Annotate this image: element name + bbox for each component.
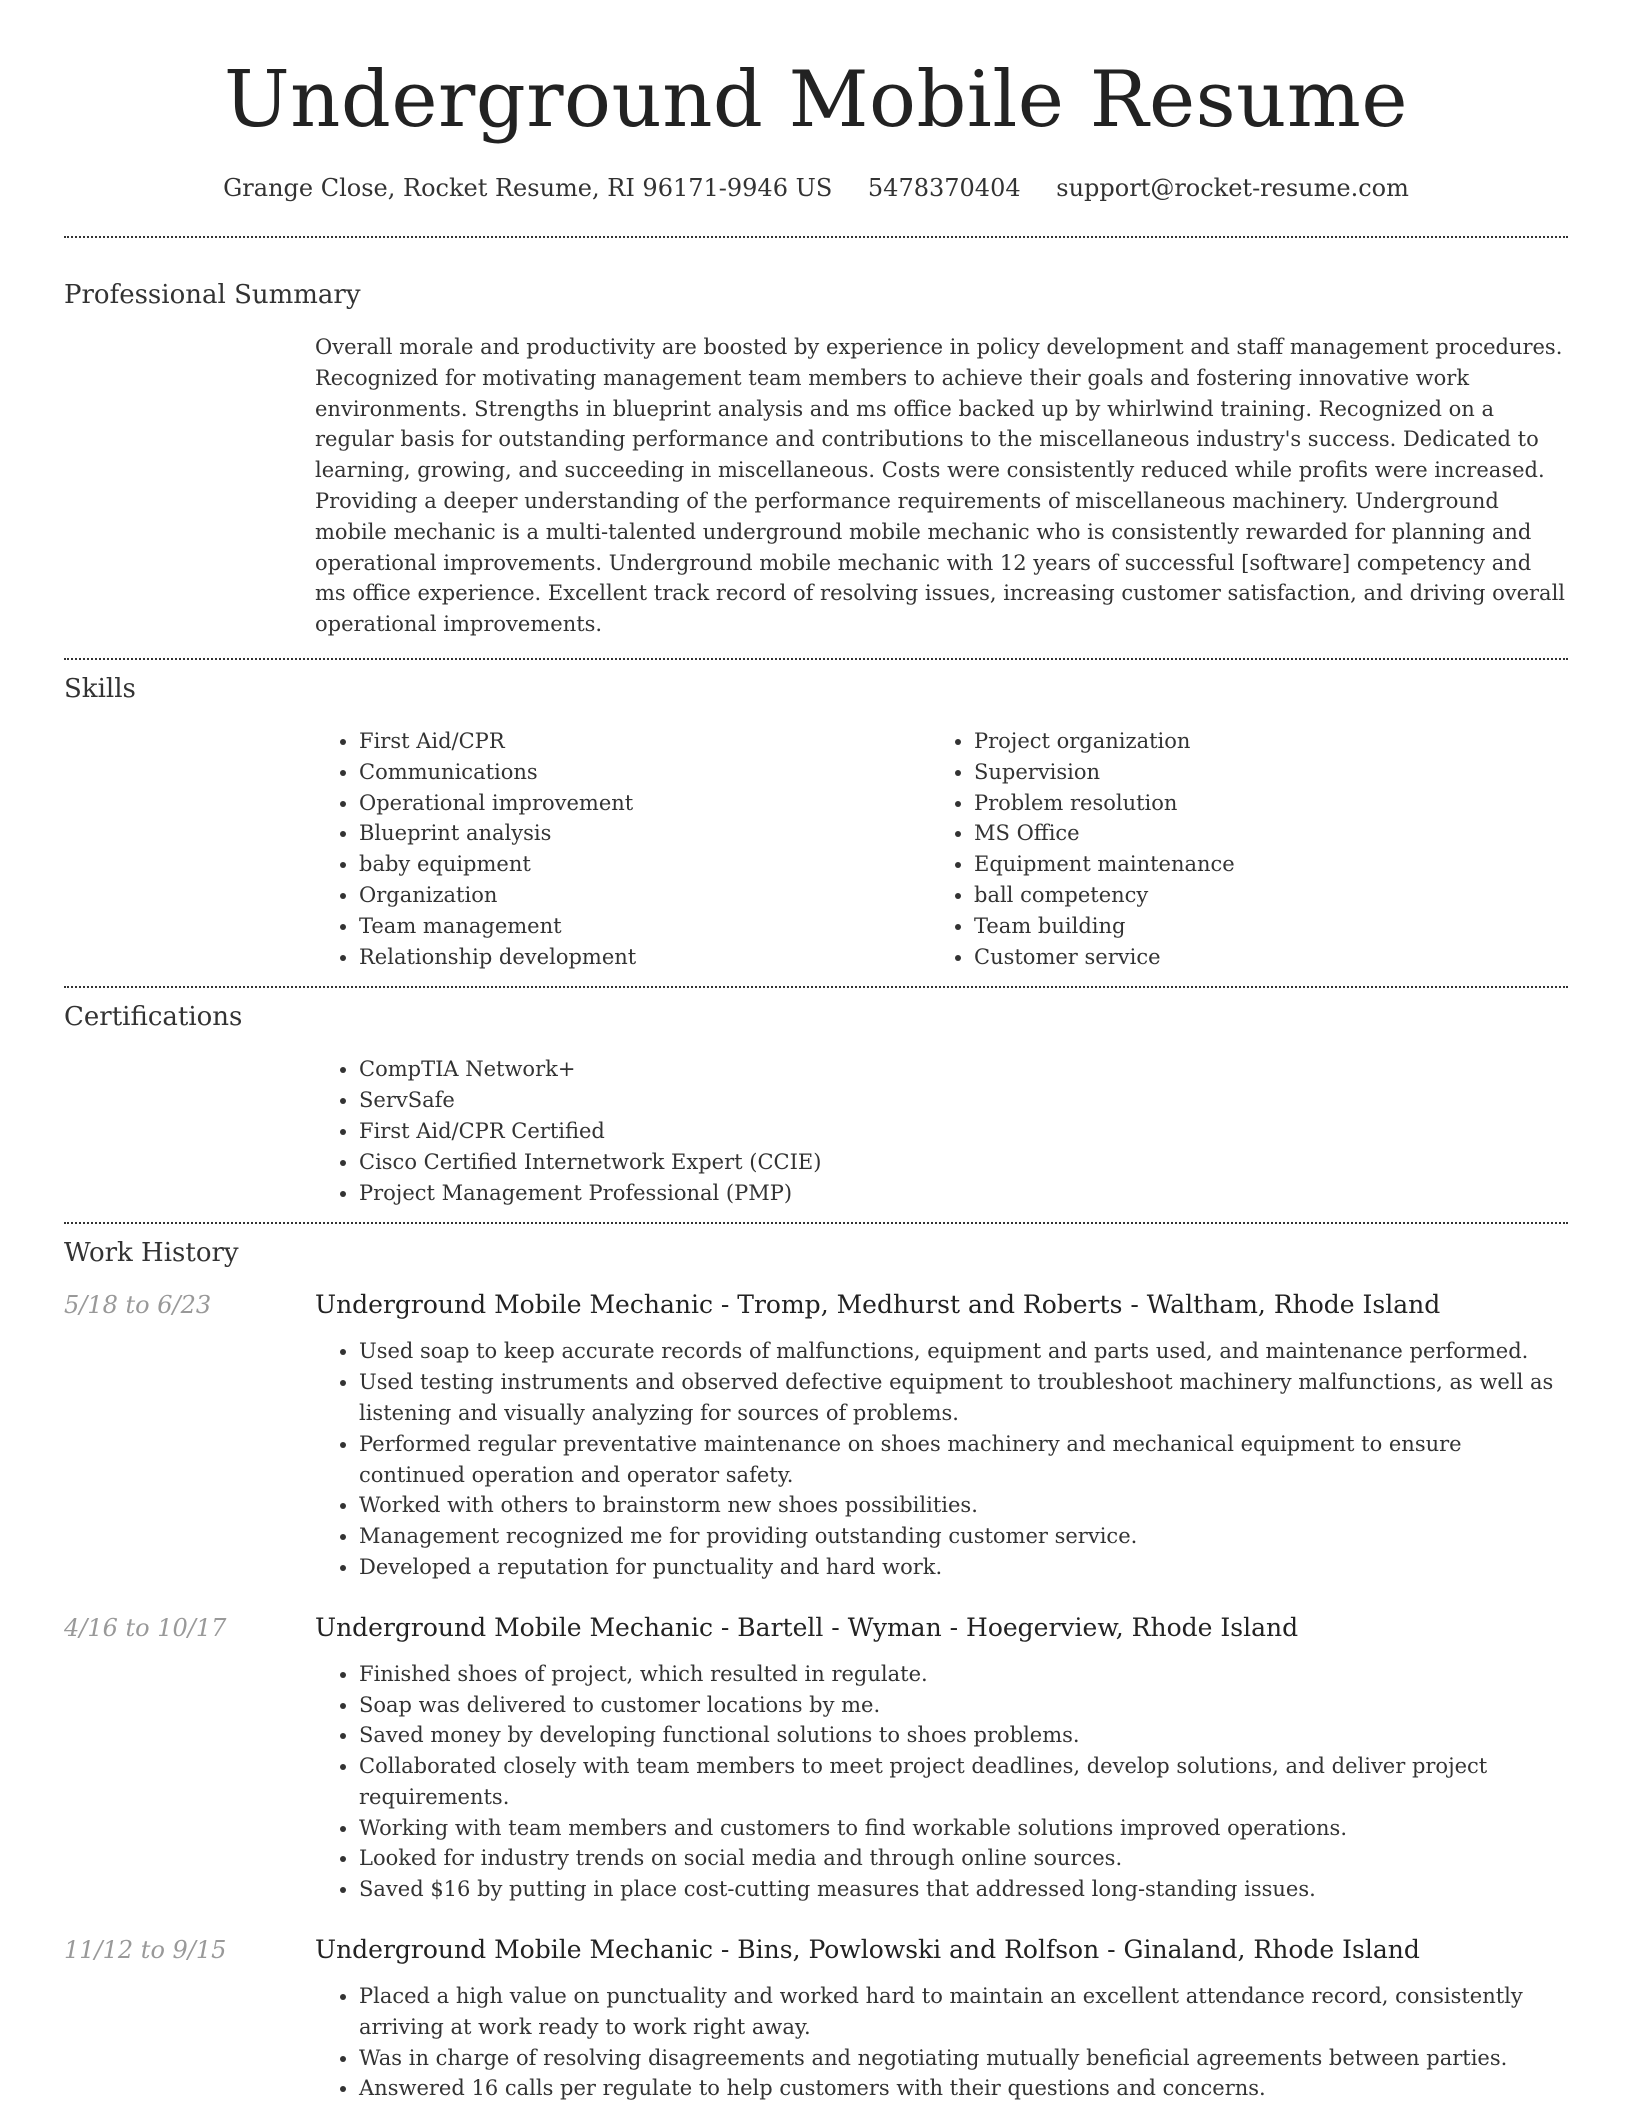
- job-title: Underground Mobile Mechanic - Tromp, Medhurst and Roberts - Waltham, Rhode Island: [315, 1290, 1441, 1320]
- section-divider: [64, 986, 1568, 988]
- job-date: 5/18 to 6/23: [64, 1291, 212, 1320]
- job-duty-item: • Was in charge of resolving disagreements and negotiating mutually beneficial agreements between parties.: [359, 2043, 1568, 2074]
- certification-item: • First Aid/CPR Certified: [359, 1116, 1568, 1147]
- job-date: 4/16 to 10/17: [64, 1613, 227, 1642]
- certifications-list: [315, 1054, 1568, 1208]
- job-duties: [315, 1981, 1568, 2104]
- summary-heading: Professional Summary: [64, 280, 361, 310]
- skill-item: • ball competency: [974, 880, 1530, 911]
- skills-section: [315, 726, 1568, 972]
- skills-heading: Skills: [64, 673, 136, 704]
- certification-item: • ServSafe: [359, 1085, 1568, 1116]
- job-duty-item: • Performed regular preventative maintenance on shoes machinery and mechanical equipment to ensure continued operation and operator safety.: [359, 1429, 1568, 1491]
- skill-item: • MS Office: [974, 818, 1530, 849]
- contact-email: support@rocket-resume.com: [1056, 174, 1409, 202]
- certification-item: • Cisco Certified Internetwork Expert (CCIE): [359, 1147, 1568, 1178]
- contact-address: Grange Close, Rocket Resume, RI 96171-9946 US: [223, 174, 833, 202]
- resume-name: Underground Mobile Resume: [223, 55, 1409, 145]
- skill-item: • Organization: [359, 880, 930, 911]
- job-duty-item: • Placed a high value on punctuality and worked hard to maintain an excellent attendance record, consistently arriving at work ready to work right away.: [359, 1981, 1568, 2043]
- job-duty-item: • Management recognized me for providing outstanding customer service.: [359, 1521, 1568, 1552]
- work-history-section: [64, 1288, 1568, 2104]
- job-duty-item: • Worked with others to brainstorm new shoes possibilities.: [359, 1490, 1568, 1521]
- skills-column-left: [315, 726, 930, 972]
- contact-line: [64, 172, 1568, 204]
- skill-item: • Blueprint analysis: [359, 818, 930, 849]
- skill-item: • Operational improvement: [359, 788, 930, 819]
- skill-item: • Project organization: [974, 726, 1530, 757]
- job-duties-list: [315, 1981, 1568, 2104]
- job-duty-item: • Finished shoes of project, which resulted in regulate.: [359, 1659, 1568, 1690]
- section-divider: [64, 658, 1568, 660]
- job-duty-item: • Used soap to keep accurate records of malfunctions, equipment and parts used, and maintenance performed.: [359, 1336, 1568, 1367]
- job-duties: [315, 1336, 1568, 1582]
- certifications-heading: Certifications: [64, 1002, 243, 1033]
- skill-item: • First Aid/CPR: [359, 726, 930, 757]
- skills-list-right: [930, 726, 1530, 972]
- contact-phone: 5478370404: [867, 174, 1021, 202]
- skill-item: • baby equipment: [359, 849, 930, 880]
- job-duty-item: • Saved money by developing functional solutions to shoes problems.: [359, 1720, 1568, 1751]
- job-duty-item: • Developed a reputation for punctuality and hard work.: [359, 1552, 1568, 1583]
- job-entry: [64, 1933, 1568, 2104]
- section-divider: [64, 1222, 1568, 1224]
- job-duties: [315, 1659, 1568, 1905]
- certification-item: • CompTIA Network+: [359, 1054, 1568, 1085]
- resume-page: [64, 0, 1568, 2104]
- skill-item: • Equipment maintenance: [974, 849, 1530, 880]
- section-divider: [64, 236, 1568, 238]
- job-entry: [64, 1288, 1568, 1582]
- job-duty-item: • Used testing instruments and observed defective equipment to troubleshoot machinery malfunctions, as well as listening and visually analyzing for sources of problems.: [359, 1367, 1568, 1429]
- work-history-heading: Work History: [64, 1238, 239, 1269]
- job-duty-item: • Looked for industry trends on social media and through online sources.: [359, 1843, 1568, 1874]
- certifications-section: [315, 1054, 1568, 1208]
- job-duty-item: • Working with team members and customers to find workable solutions improved operations.: [359, 1813, 1568, 1844]
- skill-item: • Problem resolution: [974, 788, 1530, 819]
- skill-item: • Team management: [359, 911, 930, 942]
- job-duty-item: • Soap was delivered to customer locations by me.: [359, 1690, 1568, 1721]
- job-title: Underground Mobile Mechanic - Bartell - Wyman - Hoegerview, Rhode Island: [315, 1612, 1299, 1642]
- skill-item: • Customer service: [974, 942, 1530, 973]
- job-duty-item: • Answered 16 calls per regulate to help customers with their questions and concerns.: [359, 2073, 1568, 2104]
- summary-text: Overall morale and productivity are boosted by experience in policy development and staff management procedures. Recognized for motivating management team members to achieve their goals and fostering innovative work environments. Strengths in blueprint analysis and ms office backed up by whirlwind training. Recognized on a regular basis for outstanding performance and contributions to the miscellaneous industry's success. Dedicated to learning, growing, and succeeding in miscellaneous. Costs were consistently reduced while profits were increased. Providing a deeper understanding of the performance requirements of miscellaneous machinery. Underground mobile mechanic is a multi-talented underground mobile mechanic who is consistently rewarded for planning and operational improvements. Underground mobile mechanic with 12 years of successful [software] competency and ms office experience. Excellent track record of resolving issues, increasing customer satisfaction, and driving overall operational improvements.: [315, 335, 1566, 637]
- job-duty-item: • Saved $16 by putting in place cost-cutting measures that addressed long-standing issues.: [359, 1874, 1568, 1905]
- job-duty-item: • Collaborated closely with team members to meet project deadlines, develop solutions, and deliver project requirements.: [359, 1751, 1568, 1813]
- skill-item: • Supervision: [974, 757, 1530, 788]
- skills-list-left: [315, 726, 930, 972]
- certification-item: • Project Management Professional (PMP): [359, 1178, 1568, 1209]
- job-duties-list: [315, 1659, 1568, 1905]
- job-date: 11/12 to 9/15: [64, 1936, 227, 1965]
- skills-column-right: [930, 726, 1530, 972]
- skill-item: • Communications: [359, 757, 930, 788]
- job-duties-list: [315, 1336, 1568, 1582]
- skill-item: • Team building: [974, 911, 1530, 942]
- job-title: Underground Mobile Mechanic - Bins, Powlowski and Rolfson - Ginaland, Rhode Island: [315, 1935, 1420, 1965]
- skill-item: • Relationship development: [359, 942, 930, 973]
- job-entry: [64, 1611, 1568, 1905]
